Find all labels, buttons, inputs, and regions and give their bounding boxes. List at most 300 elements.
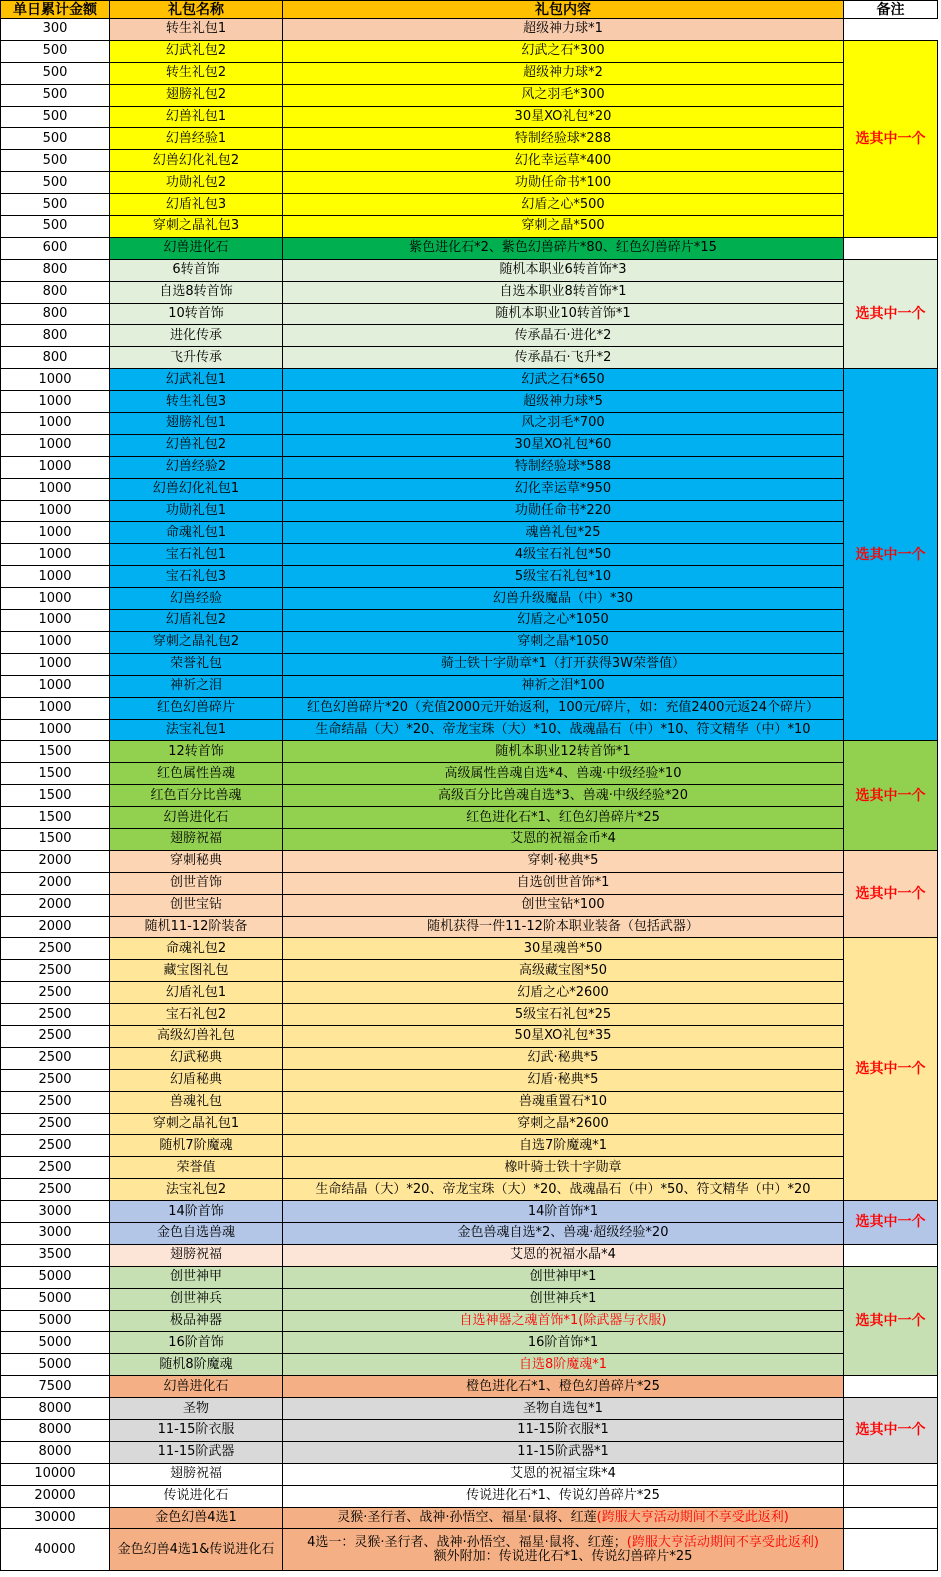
- gift-name-cell: 幻兽经验: [110, 588, 283, 610]
- amount-cell: 2500: [1, 1004, 110, 1026]
- amount-cell: 1500: [1, 807, 110, 829]
- table-row: [1, 106, 938, 128]
- table-row: [1, 828, 938, 850]
- gift-name-cell: 金色自选兽魂: [110, 1222, 283, 1244]
- amount-cell: 1500: [1, 785, 110, 807]
- table-row: [1, 850, 938, 872]
- gift-content-cell: 自选本职业8转首饰*1: [283, 281, 844, 303]
- gift-name-cell: 幻盾礼包1: [110, 982, 283, 1004]
- table-row: [1, 1201, 938, 1223]
- table-row: [1, 1179, 938, 1201]
- gift-name-cell: 功勋礼包2: [110, 172, 283, 194]
- remark-cell: [844, 1463, 938, 1485]
- gift-content-cell: 自选创世首饰*1: [283, 872, 844, 894]
- table-row: [1, 1398, 938, 1420]
- gift-name-cell: 命魂礼包2: [110, 938, 283, 960]
- gift-name-cell: 穿刺秘典: [110, 850, 283, 872]
- table-row: [1, 653, 938, 675]
- remark-cell: [844, 1244, 938, 1266]
- table-row: [1, 1113, 938, 1135]
- gift-content-cell: 兽魂重置石*10: [283, 1091, 844, 1113]
- table-row: [1, 150, 938, 172]
- amount-cell: 300: [1, 19, 110, 41]
- table-row: [1, 172, 938, 194]
- table-row: [1, 807, 938, 829]
- gift-content-cell: 超级神力球*5: [283, 391, 844, 413]
- gift-content-cell: 11-15阶武器*1: [283, 1441, 844, 1463]
- remark-cell: 选其中一个: [844, 1201, 938, 1245]
- table-row: [1, 325, 938, 347]
- table-row: [1, 1507, 938, 1529]
- gift-name-cell: 翅膀祝福: [110, 1463, 283, 1485]
- amount-cell: 2500: [1, 1091, 110, 1113]
- amount-cell: 2000: [1, 894, 110, 916]
- gift-name-cell: 圣物: [110, 1398, 283, 1420]
- gift-content-cell: 橙色进化石*1、橙色幻兽碎片*25: [283, 1376, 844, 1398]
- table-row: [1, 588, 938, 610]
- gift-content-cell: 4级宝石礼包*50: [283, 544, 844, 566]
- amount-cell: 1000: [1, 456, 110, 478]
- amount-cell: 500: [1, 172, 110, 194]
- gift-content-cell: 艾恩的祝福宝珠*4: [283, 1463, 844, 1485]
- table-row: [1, 1135, 938, 1157]
- amount-cell: 600: [1, 237, 110, 259]
- table-row: [1, 1244, 938, 1266]
- table-row: [1, 719, 938, 741]
- table-row: [1, 1354, 938, 1376]
- remark-cell: 选其中一个: [844, 741, 938, 850]
- table-row: [1, 785, 938, 807]
- amount-cell: 8000: [1, 1441, 110, 1463]
- gift-name-cell: 传说进化石: [110, 1485, 283, 1507]
- gift-name-cell: 幻盾秘典: [110, 1069, 283, 1091]
- amount-cell: 800: [1, 303, 110, 325]
- gift-name-cell: 创世宝钻: [110, 894, 283, 916]
- remark-cell: 选其中一个: [844, 259, 938, 368]
- gift-content-line: [283, 1536, 843, 1550]
- table-row: [1, 566, 938, 588]
- table-body: [1, 19, 938, 1571]
- gift-content-cell: 传承晶石·进化*2: [283, 325, 844, 347]
- gift-name-cell: 随机8阶魔魂: [110, 1354, 283, 1376]
- amount-cell: 5000: [1, 1310, 110, 1332]
- table-row: [1, 369, 938, 391]
- table-row: [1, 391, 938, 413]
- gift-name-cell: 幻兽进化石: [110, 1376, 283, 1398]
- gift-name-cell: 法宝礼包2: [110, 1179, 283, 1201]
- amount-cell: 8000: [1, 1398, 110, 1420]
- table-row: [1, 1376, 938, 1398]
- amount-cell: 1000: [1, 566, 110, 588]
- gift-content-cell: 随机本职业12转首饰*1: [283, 741, 844, 763]
- gift-name-cell: 进化传承: [110, 325, 283, 347]
- gift-name-cell: 金色幻兽4选1&传说进化石: [110, 1529, 283, 1571]
- amount-cell: 40000: [1, 1529, 110, 1571]
- amount-cell: 1000: [1, 522, 110, 544]
- table-row: [1, 894, 938, 916]
- table-row: [1, 1310, 938, 1332]
- amount-cell: 1000: [1, 478, 110, 500]
- amount-cell: 2500: [1, 1069, 110, 1091]
- gift-name-cell: 荣誉礼包: [110, 653, 283, 675]
- table-row: [1, 610, 938, 632]
- gift-name-cell: 穿刺之晶礼包1: [110, 1113, 283, 1135]
- gift-content-cell: 生命结晶（大）*20、帝龙宝珠（大）*20、战魂晶石（中）*50、符文精华（中）*20: [283, 1179, 844, 1201]
- table-row: [1, 19, 938, 41]
- table-row: [1, 194, 938, 216]
- gift-name-cell: 幻兽经验2: [110, 456, 283, 478]
- gift-name-cell: 转生礼包2: [110, 62, 283, 84]
- table-row: [1, 872, 938, 894]
- amount-cell: 1500: [1, 828, 110, 850]
- table-row: [1, 1420, 938, 1442]
- gift-content-cell: 超级神力球*2: [283, 62, 844, 84]
- table-row: [1, 128, 938, 150]
- gift-content-text: 4选一：灵猴·圣行者、战神·孙悟空、福星·鼠将、红莲；: [307, 1534, 627, 1550]
- gift-name-cell: 高级幻兽礼包: [110, 1025, 283, 1047]
- gift-content-cell: 传承晶石·飞升*2: [283, 347, 844, 369]
- gift-name-cell: 神祈之泪: [110, 675, 283, 697]
- amount-cell: 2000: [1, 872, 110, 894]
- gift-content-cell: 橡叶骑士铁十字勋章: [283, 1157, 844, 1179]
- gift-name-cell: 自选8转首饰: [110, 281, 283, 303]
- gift-content-cell: 随机本职业10转首饰*1: [283, 303, 844, 325]
- table-row: [1, 1047, 938, 1069]
- gift-content-cell: 紫色进化石*2、紫色幻兽碎片*80、红色幻兽碎片*15: [283, 237, 844, 259]
- amount-cell: 1000: [1, 391, 110, 413]
- gift-content-warning: (跨服大亨活动期间不享受此返利): [626, 1534, 819, 1550]
- table-row: [1, 347, 938, 369]
- table-row: [1, 982, 938, 1004]
- gift-content-cell: 幻武之石*300: [283, 40, 844, 62]
- gift-content-cell: 幻盾之心*1050: [283, 610, 844, 632]
- gift-content-cell: 红色进化石*1、红色幻兽碎片*25: [283, 807, 844, 829]
- amount-cell: 2000: [1, 916, 110, 938]
- gift-content-cell: 圣物自选包*1: [283, 1398, 844, 1420]
- gift-content-cell: 创世神兵*1: [283, 1288, 844, 1310]
- amount-cell: 2500: [1, 938, 110, 960]
- gift-content-cell: 艾恩的祝福水晶*4: [283, 1244, 844, 1266]
- amount-cell: 2500: [1, 960, 110, 982]
- gift-content-cell: 幻化幸运草*400: [283, 150, 844, 172]
- amount-cell: 2500: [1, 1157, 110, 1179]
- amount-cell: 3000: [1, 1201, 110, 1223]
- gift-content-cell: 30星XO礼包*20: [283, 106, 844, 128]
- gift-name-cell: 命魂礼包1: [110, 522, 283, 544]
- gift-name-cell: 幻盾礼包2: [110, 610, 283, 632]
- gift-name-cell: 穿刺之晶礼包2: [110, 631, 283, 653]
- table-row: [1, 281, 938, 303]
- amount-cell: 500: [1, 106, 110, 128]
- amount-cell: 2000: [1, 850, 110, 872]
- gift-content-cell: 创世宝钻*100: [283, 894, 844, 916]
- amount-cell: 800: [1, 325, 110, 347]
- amount-cell: 2500: [1, 982, 110, 1004]
- gift-content-cell: 30星魂兽*50: [283, 938, 844, 960]
- table-row: [1, 544, 938, 566]
- gift-name-cell: 宝石礼包1: [110, 544, 283, 566]
- gift-name-cell: 翅膀祝福: [110, 1244, 283, 1266]
- remark-cell: 选其中一个: [844, 1398, 938, 1464]
- table-row: [1, 1069, 938, 1091]
- gift-content-cell: 风之羽毛*700: [283, 413, 844, 435]
- gift-content-cell: 功勋任命书*100: [283, 172, 844, 194]
- gift-content-cell: 功勋任命书*220: [283, 500, 844, 522]
- gift-content-cell: 幻武·秘典*5: [283, 1047, 844, 1069]
- gift-content-text: 灵猴·圣行者、战神·孙悟空、福星·鼠将、红莲: [337, 1510, 597, 1525]
- gift-content-cell: 幻武之石*650: [283, 369, 844, 391]
- gift-content-cell: 5级宝石礼包*10: [283, 566, 844, 588]
- gift-name-cell: 12转首饰: [110, 741, 283, 763]
- gift-name-cell: 法宝礼包1: [110, 719, 283, 741]
- table-row: [1, 1288, 938, 1310]
- table-row: [1, 1485, 938, 1507]
- table-row: [1, 1463, 938, 1485]
- gift-name-cell: 幻兽礼包2: [110, 434, 283, 456]
- gift-content-cell: 红色幻兽碎片*20（充值2000元开始返利，100元/碎片，如：充值2400元返24个碎片）: [283, 697, 844, 719]
- gift-name-cell: 荣誉值: [110, 1157, 283, 1179]
- remark-cell: 选其中一个: [844, 1266, 938, 1375]
- table-row: [1, 763, 938, 785]
- gift-name-cell: 红色幻兽碎片: [110, 697, 283, 719]
- gift-content-cell: 16阶首饰*1: [283, 1332, 844, 1354]
- gift-name-cell: 穿刺之晶礼包3: [110, 216, 283, 238]
- amount-cell: 800: [1, 347, 110, 369]
- gift-name-cell: 翅膀礼包1: [110, 413, 283, 435]
- gift-name-cell: 幻武秘典: [110, 1047, 283, 1069]
- gift-content-cell: 特制经验球*588: [283, 456, 844, 478]
- header-row: [1, 1, 938, 19]
- gift-content-extra: 额外附加：传说进化石*1、传说幻兽碎片*25: [433, 1548, 693, 1564]
- amount-cell: 1000: [1, 434, 110, 456]
- table-row: [1, 456, 938, 478]
- amount-cell: 2500: [1, 1135, 110, 1157]
- gift-content-warning: (跨服大亨活动期间不享受此返利): [596, 1510, 789, 1525]
- gift-content-cell: 自选神器之魂首饰*1(除武器与衣服): [283, 1310, 844, 1332]
- gift-name-cell: 16阶首饰: [110, 1332, 283, 1354]
- gift-name-cell: 创世神甲: [110, 1266, 283, 1288]
- amount-cell: 500: [1, 84, 110, 106]
- gift-content-cell: 超级神力球*1: [283, 19, 844, 41]
- remark-cell: [844, 1376, 938, 1398]
- gift-name-cell: 兽魂礼包: [110, 1091, 283, 1113]
- gift-content-cell: 穿刺之晶*500: [283, 216, 844, 238]
- amount-cell: 20000: [1, 1485, 110, 1507]
- gift-name-cell: 幻盾礼包3: [110, 194, 283, 216]
- gift-content-cell: 艾恩的祝福金币*4: [283, 828, 844, 850]
- gift-content-cell: 传说进化石*1、传说幻兽碎片*25: [283, 1485, 844, 1507]
- table-row: [1, 303, 938, 325]
- table-row: [1, 938, 938, 960]
- gift-content-cell: 高级藏宝图*50: [283, 960, 844, 982]
- amount-cell: 500: [1, 40, 110, 62]
- amount-cell: 1000: [1, 631, 110, 653]
- amount-cell: 8000: [1, 1420, 110, 1442]
- table-row: [1, 1529, 938, 1571]
- gift-content-cell: 14阶首饰*1: [283, 1201, 844, 1223]
- table-row: [1, 675, 938, 697]
- gift-name-cell: 飞升传承: [110, 347, 283, 369]
- gift-content-cell: 魂兽礼包*25: [283, 522, 844, 544]
- amount-cell: 500: [1, 150, 110, 172]
- amount-cell: 2500: [1, 1113, 110, 1135]
- amount-cell: 1000: [1, 697, 110, 719]
- gift-content-cell: 高级属性兽魂自选*4、兽魂·中级经验*10: [283, 763, 844, 785]
- gift-name-cell: 创世神兵: [110, 1288, 283, 1310]
- gift-content-cell: 随机获得一件11-12阶本职业装备（包括武器）: [283, 916, 844, 938]
- gift-name-cell: 随机7阶魔魂: [110, 1135, 283, 1157]
- gift-name-cell: 幻兽礼包1: [110, 106, 283, 128]
- amount-cell: 1000: [1, 544, 110, 566]
- amount-cell: 1500: [1, 763, 110, 785]
- amount-cell: 5000: [1, 1332, 110, 1354]
- gift-name-cell: 翅膀礼包2: [110, 84, 283, 106]
- gift-name-cell: 幻武礼包2: [110, 40, 283, 62]
- gift-content-cell: 幻盾之心*500: [283, 194, 844, 216]
- table-row: [1, 1025, 938, 1047]
- table-row: [1, 1222, 938, 1244]
- gift-name-cell: 金色幻兽4选1: [110, 1507, 283, 1529]
- gift-name-cell: 功勋礼包1: [110, 500, 283, 522]
- gift-content-cell: 穿刺之晶*1050: [283, 631, 844, 653]
- amount-cell: 3500: [1, 1244, 110, 1266]
- amount-cell: 500: [1, 216, 110, 238]
- gift-name-cell: 6转首饰: [110, 259, 283, 281]
- gift-content-cell: 金色兽魂自选*2、兽魂·超级经验*20: [283, 1222, 844, 1244]
- gift-name-cell: 幻兽进化石: [110, 807, 283, 829]
- gift-content-cell: 高级百分比兽魂自选*3、兽魂·中级经验*20: [283, 785, 844, 807]
- amount-cell: 1000: [1, 675, 110, 697]
- gift-name-cell: 藏宝图礼包: [110, 960, 283, 982]
- table-row: [1, 1441, 938, 1463]
- gift-name-cell: 幻兽幻化礼包2: [110, 150, 283, 172]
- gift-content-cell: 穿刺·秘典*5: [283, 850, 844, 872]
- table-row: [1, 1091, 938, 1113]
- table-row: [1, 40, 938, 62]
- gift-name-cell: 宝石礼包2: [110, 1004, 283, 1026]
- table-row: [1, 62, 938, 84]
- amount-cell: 1000: [1, 719, 110, 741]
- gift-name-cell: 转生礼包1: [110, 19, 283, 41]
- gift-content-cell: 自选8阶魔魂*1: [283, 1354, 844, 1376]
- gift-content-cell: 幻兽升级魔晶（中）*30: [283, 588, 844, 610]
- header-gift-content: 礼包内容: [283, 1, 844, 19]
- remark-cell: 选其中一个: [844, 938, 938, 1201]
- gift-content-cell: [283, 1529, 844, 1571]
- remark-cell: 选其中一个: [844, 850, 938, 938]
- table-row: [1, 697, 938, 719]
- amount-cell: 1000: [1, 413, 110, 435]
- gift-content-cell: [283, 1507, 844, 1529]
- gift-content-cell: 自选7阶魔魂*1: [283, 1135, 844, 1157]
- amount-cell: 5000: [1, 1354, 110, 1376]
- remark-cell: [844, 1485, 938, 1507]
- amount-cell: 5000: [1, 1288, 110, 1310]
- header-amount: 单日累计金额: [1, 1, 110, 19]
- amount-cell: 30000: [1, 1507, 110, 1529]
- table-row: [1, 741, 938, 763]
- gift-name-cell: 红色百分比兽魂: [110, 785, 283, 807]
- gift-content-cell: 随机本职业6转首饰*3: [283, 259, 844, 281]
- amount-cell: 3000: [1, 1222, 110, 1244]
- gift-content-cell: 幻化幸运草*950: [283, 478, 844, 500]
- amount-cell: 1000: [1, 653, 110, 675]
- amount-cell: 2500: [1, 1179, 110, 1201]
- gift-name-cell: 红色属性兽魂: [110, 763, 283, 785]
- amount-cell: 10000: [1, 1463, 110, 1485]
- header-gift-name: 礼包名称: [110, 1, 283, 19]
- table-row: [1, 478, 938, 500]
- gift-name-cell: 幻兽幻化礼包1: [110, 478, 283, 500]
- gift-name-cell: 11-15阶衣服: [110, 1420, 283, 1442]
- table-row: [1, 1332, 938, 1354]
- gift-name-cell: 宝石礼包3: [110, 566, 283, 588]
- amount-cell: 1000: [1, 610, 110, 632]
- gift-content-cell: 穿刺之晶*2600: [283, 1113, 844, 1135]
- table-row: [1, 84, 938, 106]
- gift-content-cell: 特制经验球*288: [283, 128, 844, 150]
- amount-cell: 7500: [1, 1376, 110, 1398]
- amount-cell: 1000: [1, 369, 110, 391]
- remark-cell: [844, 1529, 938, 1571]
- gift-name-cell: 转生礼包3: [110, 391, 283, 413]
- gift-name-cell: 10转首饰: [110, 303, 283, 325]
- table-row: [1, 216, 938, 238]
- gift-name-cell: 幻武礼包1: [110, 369, 283, 391]
- amount-cell: 500: [1, 128, 110, 150]
- table-row: [1, 960, 938, 982]
- amount-cell: 1000: [1, 500, 110, 522]
- gift-content-cell: 创世神甲*1: [283, 1266, 844, 1288]
- table-row: [1, 259, 938, 281]
- header-remark: 备注: [844, 1, 938, 19]
- gift-content-line: [283, 1511, 843, 1525]
- gift-content-cell: 30星XO礼包*60: [283, 434, 844, 456]
- gift-name-cell: 翅膀祝福: [110, 828, 283, 850]
- gift-content-cell: 幻盾之心*2600: [283, 982, 844, 1004]
- gift-name-cell: 14阶首饰: [110, 1201, 283, 1223]
- gift-content-cell: 幻盾·秘典*5: [283, 1069, 844, 1091]
- gift-content-cell: 风之羽毛*300: [283, 84, 844, 106]
- amount-cell: 1500: [1, 741, 110, 763]
- table-row: [1, 631, 938, 653]
- gift-name-cell: 极品神器: [110, 1310, 283, 1332]
- amount-cell: 800: [1, 259, 110, 281]
- remark-cell: [844, 237, 938, 259]
- amount-cell: 800: [1, 281, 110, 303]
- gift-content-cell: 50星XO礼包*35: [283, 1025, 844, 1047]
- amount-cell: 2500: [1, 1047, 110, 1069]
- gift-name-cell: 幻兽进化石: [110, 237, 283, 259]
- gift-name-cell: 幻兽经验1: [110, 128, 283, 150]
- gift-name-cell: 随机11-12阶装备: [110, 916, 283, 938]
- remark-cell: [844, 1507, 938, 1529]
- table-row: [1, 413, 938, 435]
- gift-content-cell: 骑士铁十字勋章*1（打开获得3W荣誉值）: [283, 653, 844, 675]
- table-row: [1, 1157, 938, 1179]
- amount-cell: 2500: [1, 1025, 110, 1047]
- table-row: [1, 237, 938, 259]
- amount-cell: 1000: [1, 588, 110, 610]
- gift-name-cell: 创世首饰: [110, 872, 283, 894]
- gift-content-cell: 生命结晶（大）*20、帝龙宝珠（大）*10、战魂晶石（中）*10、符文精华（中）*10: [283, 719, 844, 741]
- table-row: [1, 500, 938, 522]
- gift-content-cell: 5级宝石礼包*25: [283, 1004, 844, 1026]
- amount-cell: 5000: [1, 1266, 110, 1288]
- table-row: [1, 916, 938, 938]
- table-row: [1, 1266, 938, 1288]
- table-row: [1, 1004, 938, 1026]
